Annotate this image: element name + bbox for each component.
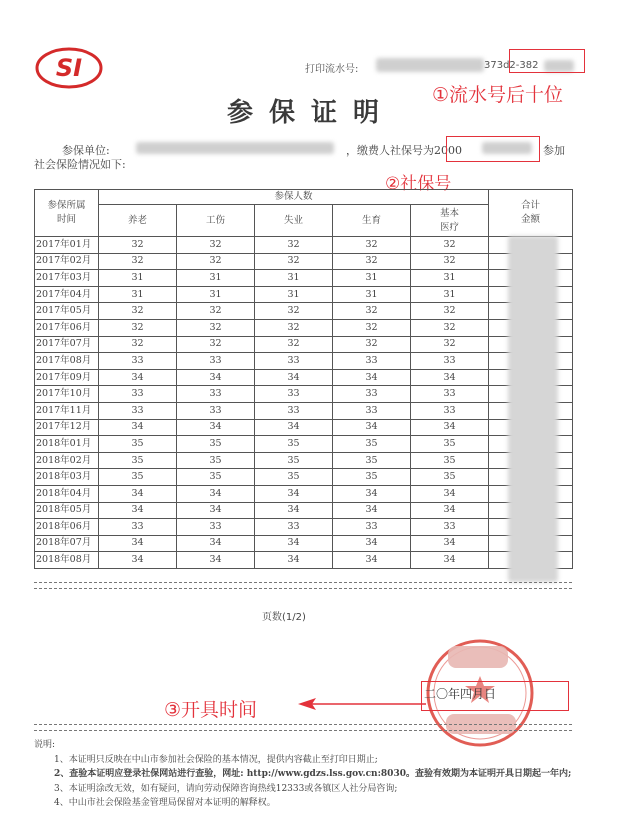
cell-value: 33: [99, 386, 177, 403]
page-count: 页数(1/2): [262, 612, 306, 623]
cell-value: 34: [99, 535, 177, 552]
cell-value: 31: [333, 286, 411, 303]
cell-value: 34: [333, 552, 411, 569]
table-row: [35, 552, 573, 569]
table-row: [35, 386, 573, 403]
cell-value: 33: [177, 402, 255, 419]
column-header-4: 基本 医疗: [411, 205, 489, 237]
unit-name-redacted: [136, 142, 334, 154]
column-header-3: 生育: [333, 205, 411, 237]
cell-value: 34: [255, 419, 333, 436]
divider-bottom: [34, 724, 572, 731]
table-row: [35, 319, 573, 336]
serial-highlight-box: [509, 49, 585, 73]
row-month: 2017年02月: [35, 253, 99, 270]
note-item-3: 3、本证明涂改无效，如有疑问，请向劳动保障咨询热线12333或各镇区人社分局咨询;: [54, 783, 398, 794]
cell-value: 32: [411, 253, 489, 270]
cell-value: 32: [177, 303, 255, 320]
row-month: 2017年08月: [35, 353, 99, 370]
cell-value: 31: [255, 270, 333, 287]
row-month: 2017年05月: [35, 303, 99, 320]
table-row: [35, 369, 573, 386]
cell-value: 35: [99, 469, 177, 486]
column-header-2: 失业: [255, 205, 333, 237]
cell-value: 34: [177, 369, 255, 386]
cell-value: 35: [411, 469, 489, 486]
cell-value: 34: [411, 535, 489, 552]
table-row: [35, 353, 573, 370]
cell-value: 32: [333, 336, 411, 353]
column-header-0: 养老: [99, 205, 177, 237]
cell-value: 32: [99, 237, 177, 254]
cell-value: 34: [177, 552, 255, 569]
annotation-ssn: ②社保号: [385, 174, 452, 194]
notes-section: [34, 738, 594, 811]
ssn-highlight-box: [446, 136, 540, 162]
unit-label: 参保单位:: [62, 144, 110, 157]
total-header: 合计 金额: [489, 190, 573, 237]
cell-value: 32: [255, 303, 333, 320]
cell-value: 34: [333, 419, 411, 436]
cell-value: 34: [99, 552, 177, 569]
month-header: 参保所属 时间: [35, 190, 99, 237]
cell-value: 35: [177, 436, 255, 453]
row-month: 2018年07月: [35, 535, 99, 552]
cell-value: 32: [255, 237, 333, 254]
cell-value: 33: [333, 353, 411, 370]
cell-value: 34: [255, 552, 333, 569]
row-month: 2017年06月: [35, 319, 99, 336]
cell-value: 31: [177, 270, 255, 287]
row-month: 2018年02月: [35, 452, 99, 469]
table-row: [35, 485, 573, 502]
note-item-4: 4、中山市社会保险基金管理局保留对本证明的解释权。: [54, 798, 276, 808]
cell-value: 33: [333, 386, 411, 403]
cell-value: 35: [333, 452, 411, 469]
cell-value: 33: [99, 353, 177, 370]
cell-value: 34: [333, 485, 411, 502]
cell-value: 32: [411, 319, 489, 336]
cell-value: 33: [411, 519, 489, 536]
date-highlight-box: [421, 681, 569, 711]
cell-value: 34: [333, 502, 411, 519]
cell-value: 32: [177, 319, 255, 336]
total-amount-redacted: [508, 236, 558, 582]
cell-value: 34: [99, 485, 177, 502]
cell-value: 32: [333, 319, 411, 336]
table-row: [35, 452, 573, 469]
cell-value: 33: [99, 519, 177, 536]
cell-value: 32: [255, 253, 333, 270]
cell-value: 34: [177, 502, 255, 519]
cell-value: 32: [411, 336, 489, 353]
cell-value: 34: [255, 535, 333, 552]
cell-value: 33: [333, 402, 411, 419]
cell-value: 32: [99, 253, 177, 270]
table-row: [35, 436, 573, 453]
column-header-1: 工伤: [177, 205, 255, 237]
table-row: [35, 270, 573, 287]
issue-date: 二〇年四月日: [424, 687, 497, 701]
cell-value: 31: [411, 286, 489, 303]
cell-value: 33: [333, 519, 411, 536]
cell-value: 32: [255, 319, 333, 336]
table-row: [35, 519, 573, 536]
cell-value: 31: [177, 286, 255, 303]
row-month: 2017年10月: [35, 386, 99, 403]
row-month: 2017年04月: [35, 286, 99, 303]
cell-value: 35: [411, 436, 489, 453]
cell-value: 34: [411, 419, 489, 436]
cell-value: 33: [411, 386, 489, 403]
cell-value: 34: [333, 369, 411, 386]
logo-text: SI: [55, 54, 83, 82]
cell-value: 34: [411, 369, 489, 386]
social-insurance-logo: [34, 46, 104, 90]
cell-value: 32: [99, 303, 177, 320]
cell-value: 34: [333, 535, 411, 552]
cell-value: 33: [99, 402, 177, 419]
row-month: 2017年12月: [35, 419, 99, 436]
ssn-suffix: 参加: [543, 144, 565, 157]
cell-value: 32: [333, 237, 411, 254]
table-row: [35, 286, 573, 303]
left-arrow-icon: [298, 697, 426, 711]
row-month: 2018年06月: [35, 519, 99, 536]
cell-value: 33: [411, 402, 489, 419]
cell-value: 34: [177, 485, 255, 502]
cell-value: 35: [177, 469, 255, 486]
note-item-2: 2、查验本证明应登录社保网站进行查验，网址: http://www.gdzs.lss.gov.cn:8030。查验有效期为本证明开具日期起一年内;: [54, 769, 572, 779]
cell-value: 32: [99, 319, 177, 336]
table-row: [35, 253, 573, 270]
cell-value: 35: [255, 469, 333, 486]
cell-value: 35: [333, 469, 411, 486]
table-row: [35, 402, 573, 419]
cell-value: 35: [99, 452, 177, 469]
cell-value: 34: [411, 485, 489, 502]
table-row: [35, 469, 573, 486]
cell-value: 34: [411, 502, 489, 519]
row-month: 2017年01月: [35, 237, 99, 254]
row-month: 2017年03月: [35, 270, 99, 287]
ssn-prefix: 2000: [434, 144, 462, 157]
cell-value: 33: [411, 353, 489, 370]
ssn-label: ，缴费人社保号为2000: [346, 144, 462, 157]
cell-value: 32: [411, 237, 489, 254]
intro-line-2: 社会保险情况如下:: [34, 158, 126, 171]
cell-value: 32: [333, 303, 411, 320]
note-item-1: 1、本证明只反映在中山市参加社会保险的基本情况，提供内容截止至打印日期止;: [54, 754, 378, 765]
cell-value: 34: [99, 502, 177, 519]
table-row: [35, 502, 573, 519]
notes-label: 说明:: [34, 740, 56, 750]
annotation-date: ③开具时间: [164, 699, 258, 721]
cell-value: 34: [99, 369, 177, 386]
table-row: [35, 535, 573, 552]
row-month: 2017年11月: [35, 402, 99, 419]
table-row: [35, 336, 573, 353]
cell-value: 32: [177, 237, 255, 254]
cell-value: 35: [177, 452, 255, 469]
row-month: 2017年07月: [35, 336, 99, 353]
cell-value: 34: [255, 369, 333, 386]
cell-value: 32: [99, 336, 177, 353]
cell-value: 33: [255, 519, 333, 536]
cell-value: 33: [255, 386, 333, 403]
document-title: 参保证明: [227, 98, 396, 128]
cell-value: 33: [255, 402, 333, 419]
cell-value: 35: [99, 436, 177, 453]
cell-value: 31: [411, 270, 489, 287]
row-month: 2017年09月: [35, 369, 99, 386]
table-row: [35, 303, 573, 320]
cell-value: 31: [333, 270, 411, 287]
cell-value: 34: [255, 502, 333, 519]
row-month: 2018年05月: [35, 502, 99, 519]
cell-value: 32: [255, 336, 333, 353]
cell-value: 34: [99, 419, 177, 436]
row-month: 2018年01月: [35, 436, 99, 453]
cell-value: 33: [177, 386, 255, 403]
cell-value: 35: [255, 436, 333, 453]
cell-value: 34: [177, 419, 255, 436]
row-month: 2018年03月: [35, 469, 99, 486]
cell-value: 35: [333, 436, 411, 453]
table-row: [35, 237, 573, 254]
cell-value: 32: [411, 303, 489, 320]
cell-value: 33: [177, 353, 255, 370]
serial-number-redacted: [376, 58, 484, 72]
annotation-serial: ①流水号后十位: [432, 84, 564, 106]
divider-top: [34, 582, 572, 589]
row-month: 2018年04月: [35, 485, 99, 502]
row-month: 2018年08月: [35, 552, 99, 569]
cell-value: 32: [177, 336, 255, 353]
cell-value: 34: [177, 535, 255, 552]
cell-value: 34: [411, 552, 489, 569]
insurance-table: [34, 189, 573, 569]
cell-value: 35: [411, 452, 489, 469]
cell-value: 32: [177, 253, 255, 270]
serial-number-label: 打印流水号:: [305, 64, 359, 75]
cell-value: 31: [255, 286, 333, 303]
cell-value: 33: [177, 519, 255, 536]
serial-number-tail: 373d2-382: [484, 60, 539, 71]
cell-value: 33: [255, 353, 333, 370]
cell-value: 34: [255, 485, 333, 502]
cell-value: 31: [99, 270, 177, 287]
cell-value: 35: [255, 452, 333, 469]
table-row: [35, 419, 573, 436]
cell-value: 31: [99, 286, 177, 303]
group-header: 参保人数: [99, 190, 489, 205]
cell-value: 32: [333, 253, 411, 270]
